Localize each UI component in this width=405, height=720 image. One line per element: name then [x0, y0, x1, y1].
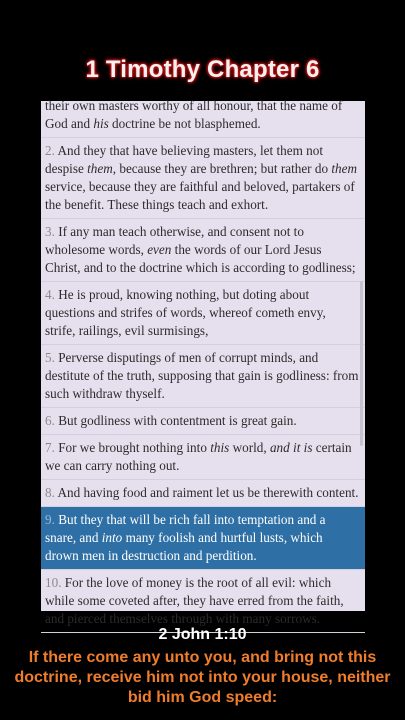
verse-item[interactable]	[41, 93, 365, 138]
verse-list-panel[interactable]	[41, 98, 365, 626]
verse-item[interactable]	[41, 219, 365, 282]
verse-number: 4.	[45, 287, 59, 302]
verse-item[interactable]	[41, 345, 365, 408]
verse-item[interactable]	[41, 570, 365, 633]
verse-list	[41, 93, 365, 633]
verse-text: And having food and raiment let us be therewith content.	[57, 485, 359, 500]
verse-item[interactable]	[41, 138, 365, 219]
page-title: 1 Timothy Chapter 6	[85, 56, 320, 83]
scrollbar[interactable]	[360, 281, 363, 446]
verse-text: But godliness with contentment is great gain.	[58, 413, 297, 428]
verse-item[interactable]	[41, 408, 365, 435]
verse-item[interactable]	[41, 480, 365, 507]
verse-number: 5.	[45, 350, 59, 365]
verse-text: And they that have believing masters, let them not despise them, because they are brethren; but rather do them service, because they are faithful and beloved, partakers of the benefit. These things teach and exhort.	[45, 143, 357, 212]
verse-number: 10.	[45, 575, 65, 590]
verse-item[interactable]	[41, 435, 365, 480]
verse-text: Perverse disputings of men of corrupt minds, and destitute of the truth, supposing that gain is godliness: from such withdraw thyself.	[45, 350, 359, 401]
verse-number: 3.	[45, 224, 59, 239]
verse-text: For the love of money is the root of all evil: which while some coveted after, they have erred from the faith, and pierced themselves through with many sorrows.	[45, 575, 344, 626]
verse-number: 7.	[45, 440, 59, 455]
verse-text: But they that will be rich fall into temptation and a snare, and into many foolish and hurtful lusts, which drown men in destruction and perdition.	[45, 512, 326, 563]
verse-item[interactable]	[41, 282, 365, 345]
footer-reference: 2 John 1:10	[158, 626, 247, 643]
verse-text: He is proud, knowing nothing, but doting about questions and strifes of words, whereof cometh envy, strife, railings, evil surmisings,	[45, 287, 326, 338]
verse-number: 8.	[45, 485, 58, 500]
verse-text: their own masters worthy of all honour, that the name of God and his doctrine be not blasphemed.	[45, 98, 343, 131]
verse-text: For we brought nothing into this world, and it is certain we can carry nothing out.	[45, 440, 352, 473]
verse-item[interactable]	[41, 507, 365, 570]
verse-number: 9.	[45, 512, 59, 527]
footer-quote: If there come any unto you, and bring not this doctrine, receive him not into your house, neither bid him God speed:	[14, 649, 391, 706]
verse-text: If any man teach otherwise, and consent not to wholesome words, even the words of our Lord Jesus Christ, and to the doctrine which is according to godliness;	[45, 224, 356, 275]
verse-number: 2.	[45, 143, 58, 158]
verse-number: 6.	[45, 413, 59, 428]
